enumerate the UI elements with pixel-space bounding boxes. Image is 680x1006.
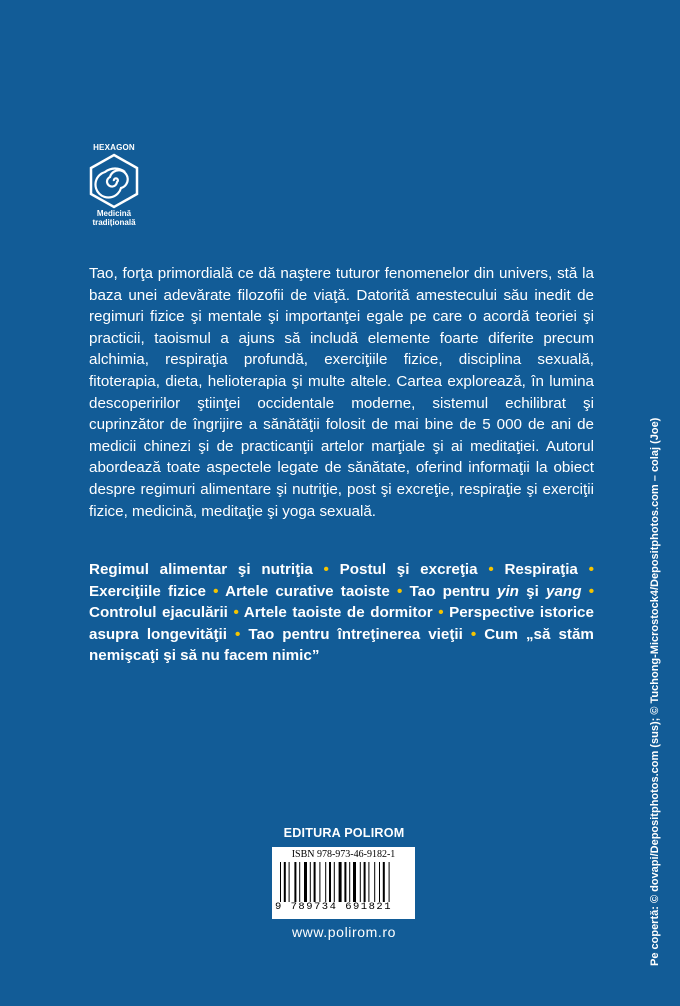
publisher-url: www.polirom.ro <box>291 924 397 940</box>
topic-item: Tao pentru yin şi yang <box>409 582 582 600</box>
cover-credit: Pe copertă: © dovapi/Depositphotos.com (sus); © Tuchong-Microstock4/Depositphotos.com – colaj (Joe) <box>649 417 661 966</box>
barcode-icon <box>276 862 411 902</box>
logo-brand: HEXAGON <box>93 143 135 152</box>
bullet: • <box>213 582 219 600</box>
bullet: • <box>488 561 494 578</box>
spiral-hexagon-icon <box>87 153 141 209</box>
hexagon-logo <box>83 143 145 233</box>
topic-item: Tao pentru întreţinerea vieţii <box>248 625 463 643</box>
topics-list <box>89 559 594 667</box>
ean-number: 9 789734 691821 <box>275 901 393 913</box>
topic-item: Postul şi excreţia <box>339 561 478 578</box>
bullet: • <box>396 582 403 600</box>
topic-item: Controlul ejaculării <box>89 604 228 622</box>
bullet: • <box>438 604 444 622</box>
bullet: • <box>588 582 595 600</box>
topic-item: Perspective istorice asupra longevităţii <box>89 604 594 643</box>
bullet: • <box>235 625 241 643</box>
logo-line1: Medicină <box>96 209 132 218</box>
bullet: • <box>470 625 477 643</box>
topic-item: Artele curative taoiste <box>225 582 390 600</box>
topic-item: Respiraţia <box>504 561 578 578</box>
bullet: • <box>323 561 329 578</box>
publisher-name: EDITURA POLIROM <box>283 826 405 840</box>
topic-item: Artele taoiste de dormitor <box>243 604 433 622</box>
logo-line2: tradițională <box>92 218 136 227</box>
bullet: • <box>233 604 239 622</box>
topic-item: Exerciţiile fizice <box>89 582 206 600</box>
topic-item: Regimul alimentar şi nutriţia <box>89 561 313 578</box>
bullet: • <box>588 561 594 578</box>
book-description: Tao, forţa primordială ce dă naştere tuturor fenomenelor din univers, stă la baza unei adevărate filozofii de viaţă. Datorită amestecului său inedit de regimuri fizice şi mentale şi importanţei egale pe care o acordă teoriei şi practicii, taoismul a ajuns să includă elemente foarte diferite precum alchimia, respiraţia profundă, exerciţiile fizice, disciplina sexuală, fitoterapia, dieta, helioterapia şi multe altele. Cartea explorează, în lumina descoperirilor ştiinţei occidentale moderne, sistemul echilibrat şi cuprinzător de îngrijire a sănătăţii folosit de mai bine de 5 000 de ani de medicii chinezi şi de practicanţii artelor marţiale şi ai meditaţiei. Autorul abordează toate aspectele legate de sănătate, oferind informaţii la obiect despre regimuri alimentare şi nutriţie, post şi excreţie, respiraţie şi exerciţii fizice, medicină, meditaţie şi yoga sexuală. <box>89 265 594 520</box>
topic-item: Cum „să stăm nemişcaţi şi să nu facem nimic” <box>89 625 594 665</box>
isbn-text: ISBN 978-973-46-9182-1 <box>291 849 396 860</box>
isbn-barcode <box>272 847 415 919</box>
